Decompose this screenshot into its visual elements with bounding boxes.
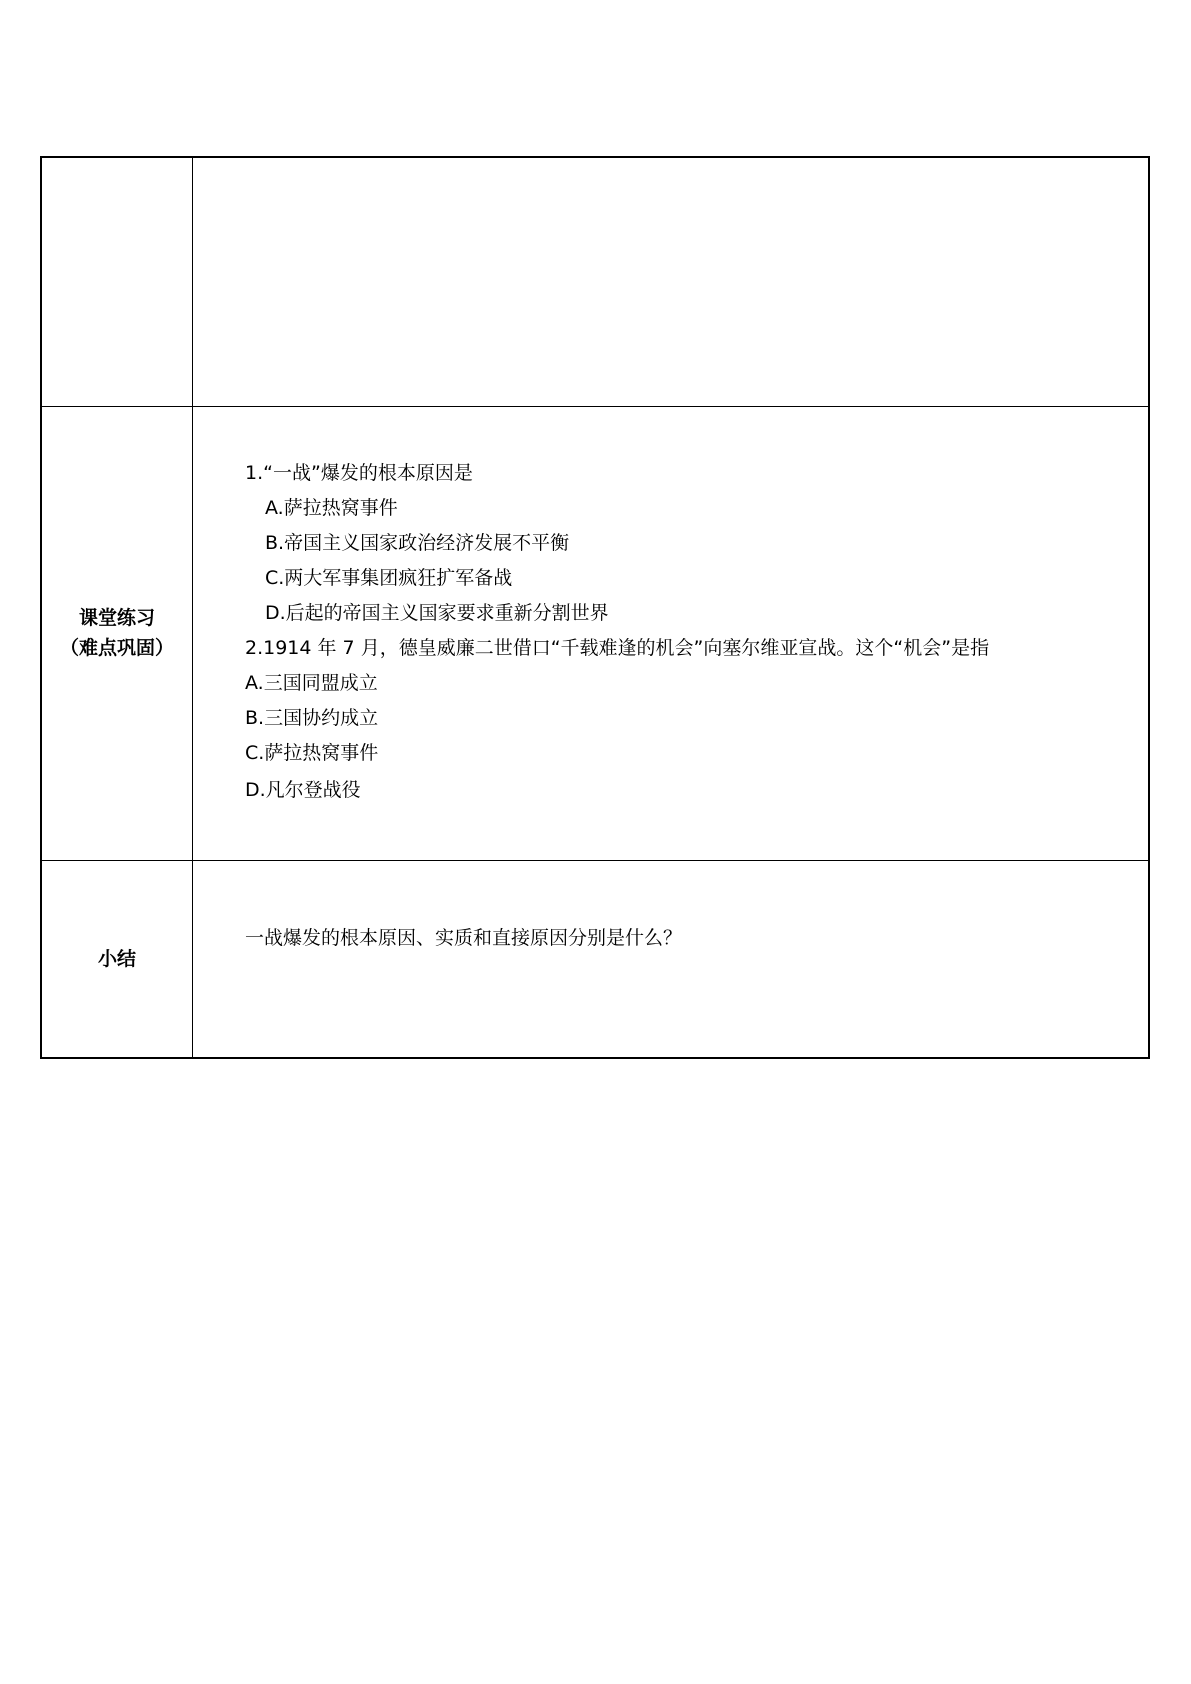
question-1-stem: 1.“一战”爆发的根本原因是: [245, 461, 473, 484]
question-2-option-d: D.凡尔登战役: [245, 778, 361, 801]
summary-content: [193, 860, 1150, 1058]
question-2-stem: 2.1914 年 7 月，德皇威廉二世借口“千载难逢的机会”向塞尔维亚宣战。这个“机会”是指: [245, 636, 990, 659]
summary-label: 小结: [97, 947, 136, 970]
table-row-blank: [41, 157, 1149, 406]
question-1-option-d: D.后起的帝国主义国家要求重新分割世界: [265, 601, 609, 624]
summary-question: 一战爆发的根本原因、实质和直接原因分别是什么？: [245, 926, 683, 949]
row-label-summary: [41, 860, 193, 1058]
question-1-option-c: C.两大军事集团疯狂扩军备战: [265, 566, 513, 589]
table-row-summary: [41, 860, 1149, 1058]
question-2-option-a: A.三国同盟成立: [245, 671, 378, 694]
lesson-plan-table: [40, 156, 1150, 1059]
question-1-option-a: A.萨拉热窝事件: [265, 496, 398, 519]
practice-label-line-2: （难点巩固）: [59, 637, 174, 659]
row-content-empty: [193, 157, 1150, 406]
row-label-empty: [41, 157, 193, 406]
question-list: [193, 407, 1148, 810]
row-label-practice: [41, 406, 193, 860]
practice-label-line-1: 课堂练习: [78, 607, 155, 629]
question-2-option-b: B.三国协约成立: [245, 706, 379, 729]
question-1-option-b: B.帝国主义国家政治经济发展不平衡: [265, 531, 570, 554]
practice-content: [193, 406, 1150, 860]
question-2-option-c: C.萨拉热窝事件: [245, 741, 379, 764]
table-row-practice: [41, 406, 1149, 860]
